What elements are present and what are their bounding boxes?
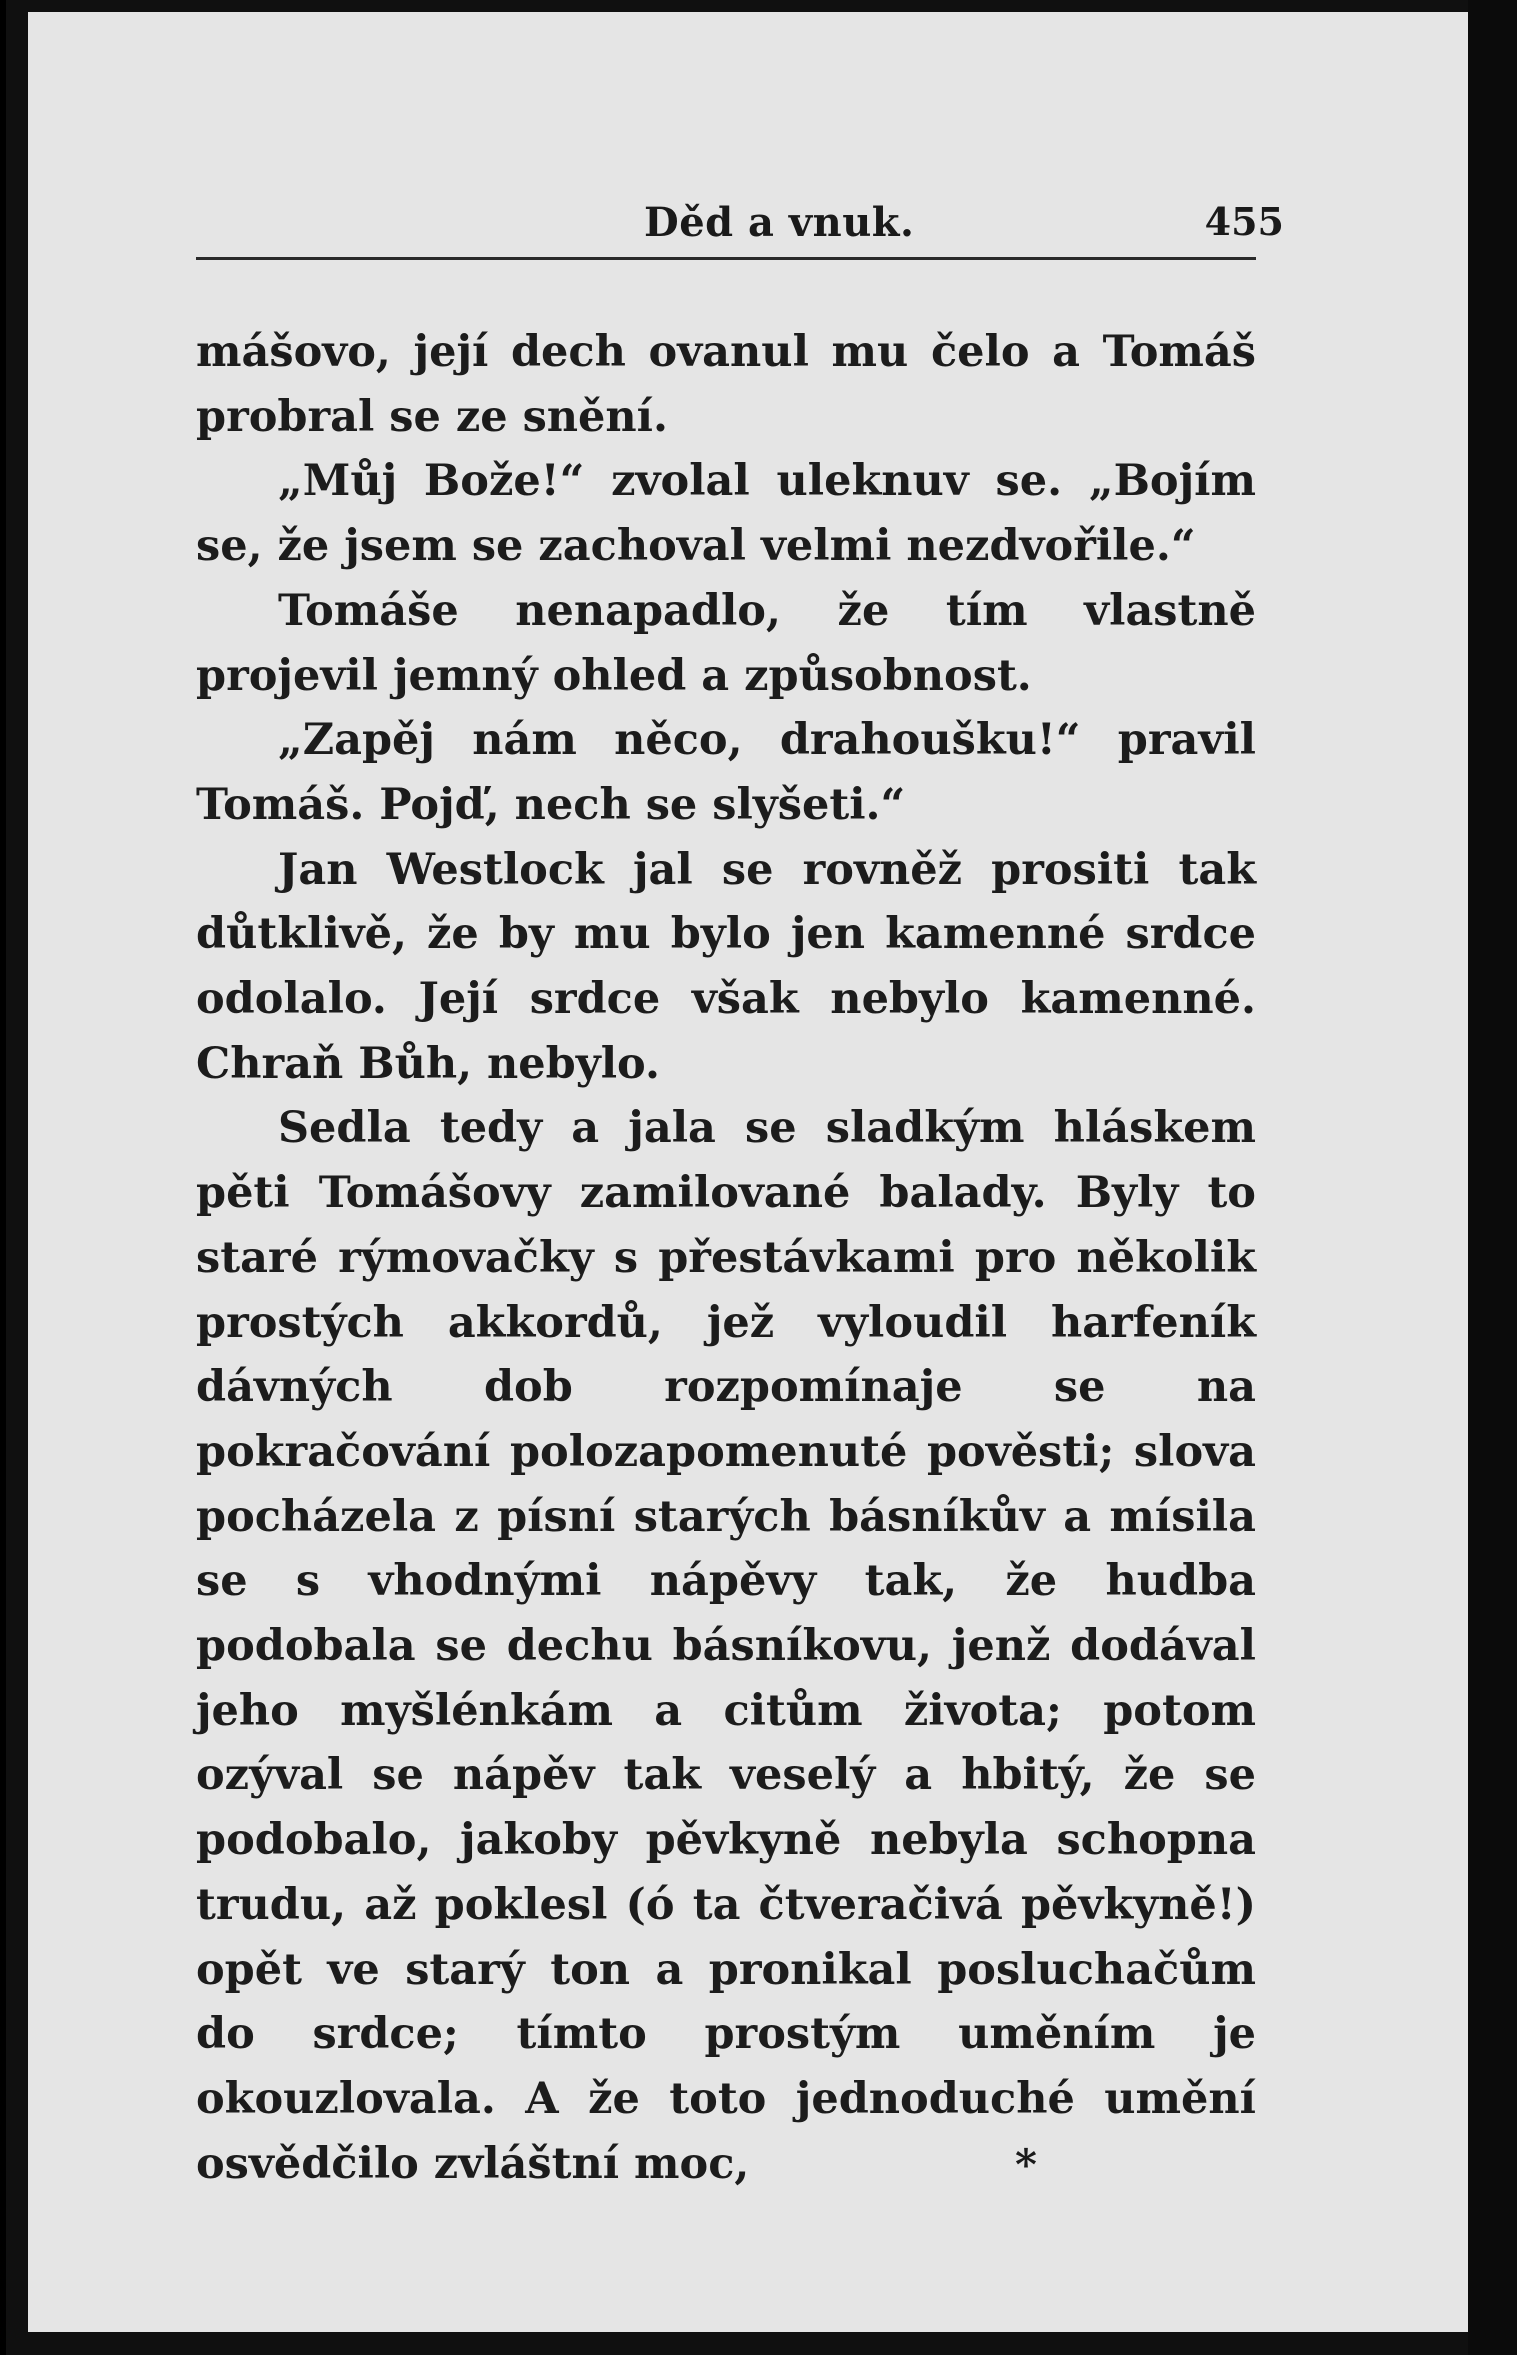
paragraph: Tomáše nenapadlo, že tím vlastně projevil jemný ohled a způsobnost. bbox=[196, 585, 1256, 701]
page-number: 455 bbox=[1204, 199, 1284, 244]
paragraph: „Zapěj nám něco, drahoušku!“ pravil Tomáš. Pojď, nech se slyšeti.“ bbox=[196, 715, 1256, 830]
chapter-title: Děd a vnuk. bbox=[644, 199, 915, 246]
signature-mark: * bbox=[1015, 2140, 1037, 2189]
body-text bbox=[196, 320, 1256, 2196]
binding-edge bbox=[0, 0, 6, 2355]
paragraph: mášovo, její dech ovanul mu čelo a Tomáš probral se ze snění. bbox=[196, 327, 1256, 442]
running-header bbox=[224, 199, 1284, 249]
paragraph: „Můj Bože!“ zvolal uleknuv se. „Bojím se, že jsem se zachoval velmi nezdvořile.“ bbox=[196, 456, 1256, 572]
header-rule bbox=[196, 257, 1256, 260]
paragraph: Sedla tedy a jala se sladkým hláskem pěti Tomášovy zamilované balady. Byly to staré rýmovačky s přestávkami pro několik prostých akkordů, jež vyloudil harfeník dávných dob rozpomínaje se na pokračování polozapomenuté pověsti; slova pocházela z písní starých básníkův a mísila se s vhodnými nápěvy tak, že hudba podobala se dechu básníkovu, jenž dodával jeho myšlénkám a citům života; potom ozýval se nápěv tak veselý a hbitý, že se podobalo, jakoby pěvkyně nebyla schopna trudu, až poklesl (ó ta čtveračivá pěvkyně!) opět ve starý ton a pronikal posluchačům do srdce; tímto prostým uměním je okouzlovala. A že toto jednoduché umění osvědčilo zvláštní moc, bbox=[196, 1103, 1256, 2189]
page-edge bbox=[1468, 0, 1517, 2355]
paragraph: Jan Westlock jal se rovněž prositi tak důtklivě, že by mu bylo jen kamenné srdce odolalo. Její srdce však nebylo kamenné. Chraň Bůh, nebylo. bbox=[196, 844, 1256, 1089]
